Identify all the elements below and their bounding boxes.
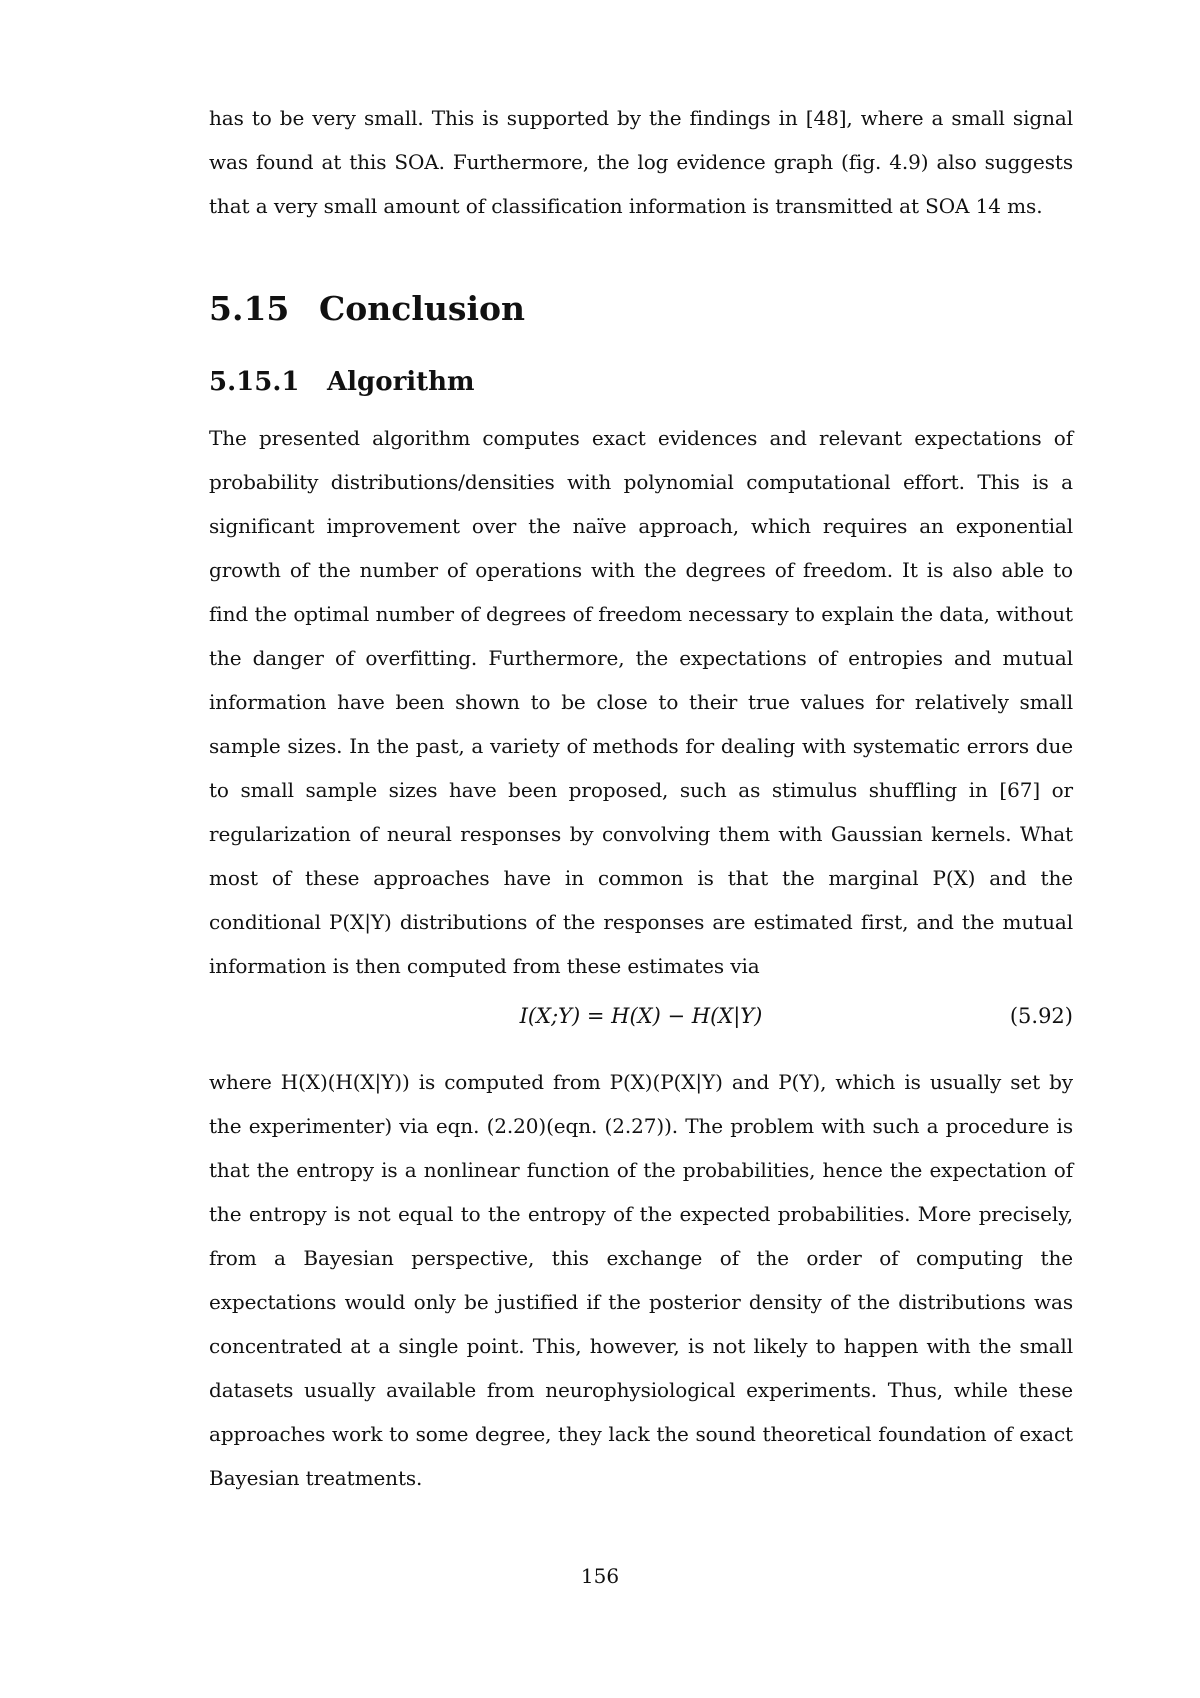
intro-paragraph: has to be very small. This is supported by the findings in [48], where a small signal was found at this SOA. Furthermore, the log evidence graph (fig. 4.9) also suggests that a very small amount of classification information is transmitted at SOA 14 ms.	[209, 106, 1073, 218]
subsection-number: 5.15.1	[209, 367, 300, 397]
equation-5-92	[209, 992, 1073, 1056]
page-number: 156	[580, 1564, 620, 1588]
equation-expression: I(X;Y) = H(X) − H(X|Y)	[519, 1004, 763, 1028]
subsection-title: Algorithm	[327, 367, 475, 397]
page-body	[209, 96, 1073, 1500]
section-heading	[209, 284, 1073, 334]
algorithm-paragraph: The presented algorithm computes exact evidences and relevant expectations of probability distributions/densities with polynomial computational effort. This is a significant improvement over the naïve approach, which requires an exponential growth of the number of operations with the degrees of freedom. It is also able to find the optimal number of degrees of freedom necessary to explain the data, without the danger of overfitting. Furthermore, the expectations of entropies and mutual information have been shown to be close to their true values for relatively small sample sizes. In the past, a variety of methods for dealing with systematic errors due to small sample sizes have been proposed, such as stimulus shuffling in [67] or regularization of neural responses by convolving them with Gaussian kernels. What most of these approaches have in common is that the marginal P(X) and the conditional P(X|Y) distributions of the responses are estimated first, and the mutual information is then computed from these estimates via	[209, 426, 1073, 978]
subsection-heading	[209, 362, 1073, 402]
entropy-paragraph: where H(X)(H(X|Y)) is computed from P(X)(P(X|Y) and P(Y), which is usually set by the experimenter) via eqn. (2.20)(eqn. (2.27)). The problem with such a procedure is that the entropy is a nonlinear function of the probabilities, hence the expectation of the entropy is not equal to the entropy of the expected probabilities. More precisely, from a Bayesian perspective, this exchange of the order of computing the expectations would only be justified if the posterior density of the distributions was concentrated at a single point. This, however, is not likely to happen with the small datasets usually available from neurophysiological experiments. Thus, while these approaches work to some degree, they lack the sound theoretical foundation of exact Bayesian treatments.	[209, 1070, 1073, 1490]
section-number: 5.15	[209, 289, 290, 328]
equation-number: (5.92)	[1009, 1004, 1073, 1028]
section-title: Conclusion	[319, 289, 526, 328]
